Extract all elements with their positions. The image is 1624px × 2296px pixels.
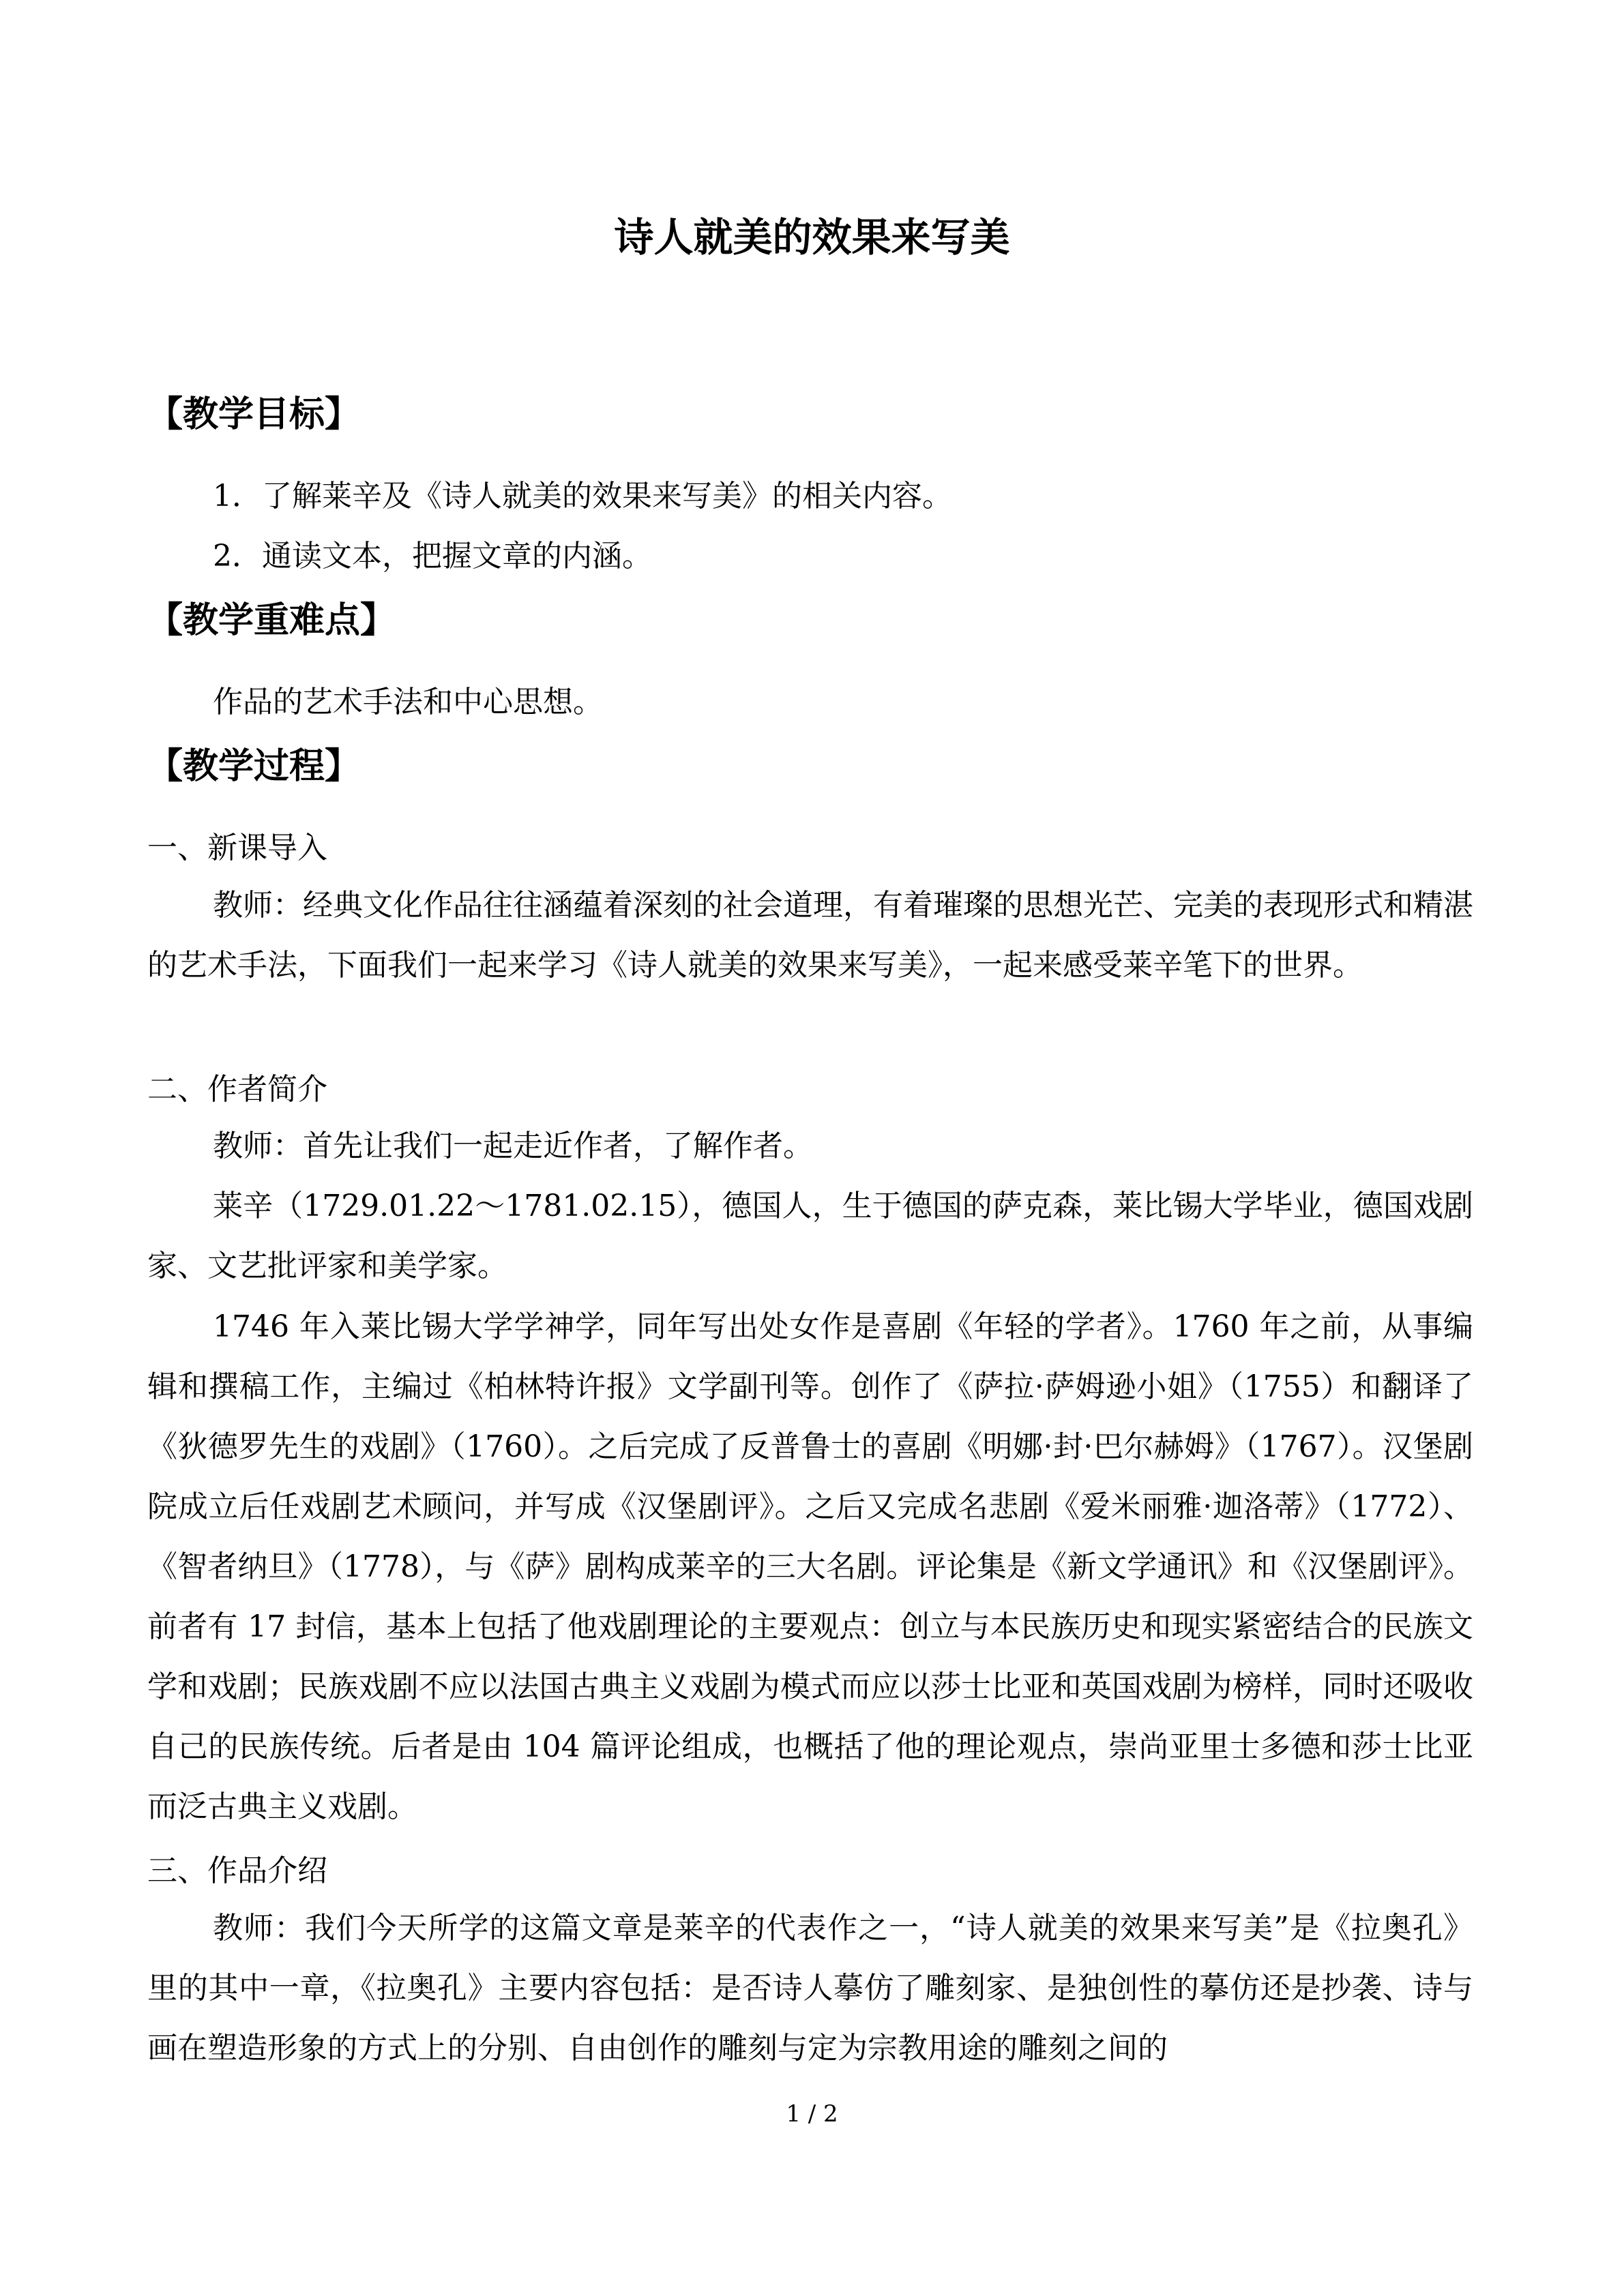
paragraph-author-works: 1746 年入莱比锡大学学神学，同年写出处女作是喜剧《年轻的学者》。1760 年之前，从事编辑和撰稿工作，主编过《柏林特许报》文学副刊等。创作了《萨拉·萨姆逊小姐》（1755）和翻译了《狄德罗先生的戏剧》（1760）。之后完成了反普鲁士的喜剧《明娜·封·巴尔赫姆》（1767）。汉堡剧院成立后任戏剧艺术顾问，并写成《汉堡剧评》。之后又完成名悲剧《爱米丽雅·迦洛蒂》（1772）、《智者纳旦》（1778），与《萨》剧构成莱辛的三大名剧。评论集是《新文学通讯》和《汉堡剧评》。前者有 17 封信，基本上包括了他戏剧理论的主要观点：创立与本民族历史和现实紧密结合的民族文学和戏剧；民族戏剧不应以法国古典主义戏剧为模式而应以莎士比亚和英国戏剧为榜样，同时还吸收自己的民族传统。后者是由 104 篇评论组成，也概括了他的理论观点，崇尚亚里士多德和莎士比亚而泛古典主义戏剧。 xyxy=(147,1309,1473,1824)
key-points-text: 作品的艺术手法和中心思想。 xyxy=(213,685,603,719)
page-number: 1 / 2 xyxy=(786,2100,838,2128)
part-title-intro: 一、新课导入 xyxy=(147,831,327,865)
section-heading-goals: 【教学目标】 xyxy=(147,394,361,435)
document-title: 诗人就美的效果来写美 xyxy=(614,214,1010,260)
part-title-work: 三、作品介绍 xyxy=(147,1853,327,1888)
section-heading-key-points: 【教学重难点】 xyxy=(147,600,396,641)
paragraph-work: 教师：我们今天所学的这篇文章是莱辛的代表作之一，“诗人就美的效果来写美”是《拉奥孔》里的其中一章，《拉奥孔》主要内容包括：是否诗人摹仿了雕刻家、是独创性的摹仿还是抄袭、诗与画在塑造形象的方式上的分别、自由创作的雕刻与定为宗教用途的雕刻之间的 xyxy=(147,1911,1473,2066)
paragraph-intro: 教师：经典文化作品往往涵蕴着深刻的社会道理，有着璀璨的思想光芒、完美的表现形式和精湛的艺术手法，下面我们一起来学习《诗人就美的效果来写美》，一起来感受莱辛笔下的世界。 xyxy=(147,888,1473,983)
goal-item-2: 2．通读文本，把握文章的内涵。 xyxy=(213,539,652,573)
paragraph-author-intro: 教师：首先让我们一起走近作者，了解作者。 xyxy=(213,1129,813,1163)
paragraph-author-bio: 莱辛（1729.01.22～1781.02.15），德国人，生于德国的萨克森，莱比锡大学毕业，德国戏剧家、文艺批评家和美学家。 xyxy=(147,1189,1473,1283)
section-heading-process: 【教学过程】 xyxy=(147,746,361,787)
part-title-author: 二、作者简介 xyxy=(147,1072,327,1107)
goal-item-1: 1．了解莱辛及《诗人就美的效果来写美》的相关内容。 xyxy=(213,479,952,513)
